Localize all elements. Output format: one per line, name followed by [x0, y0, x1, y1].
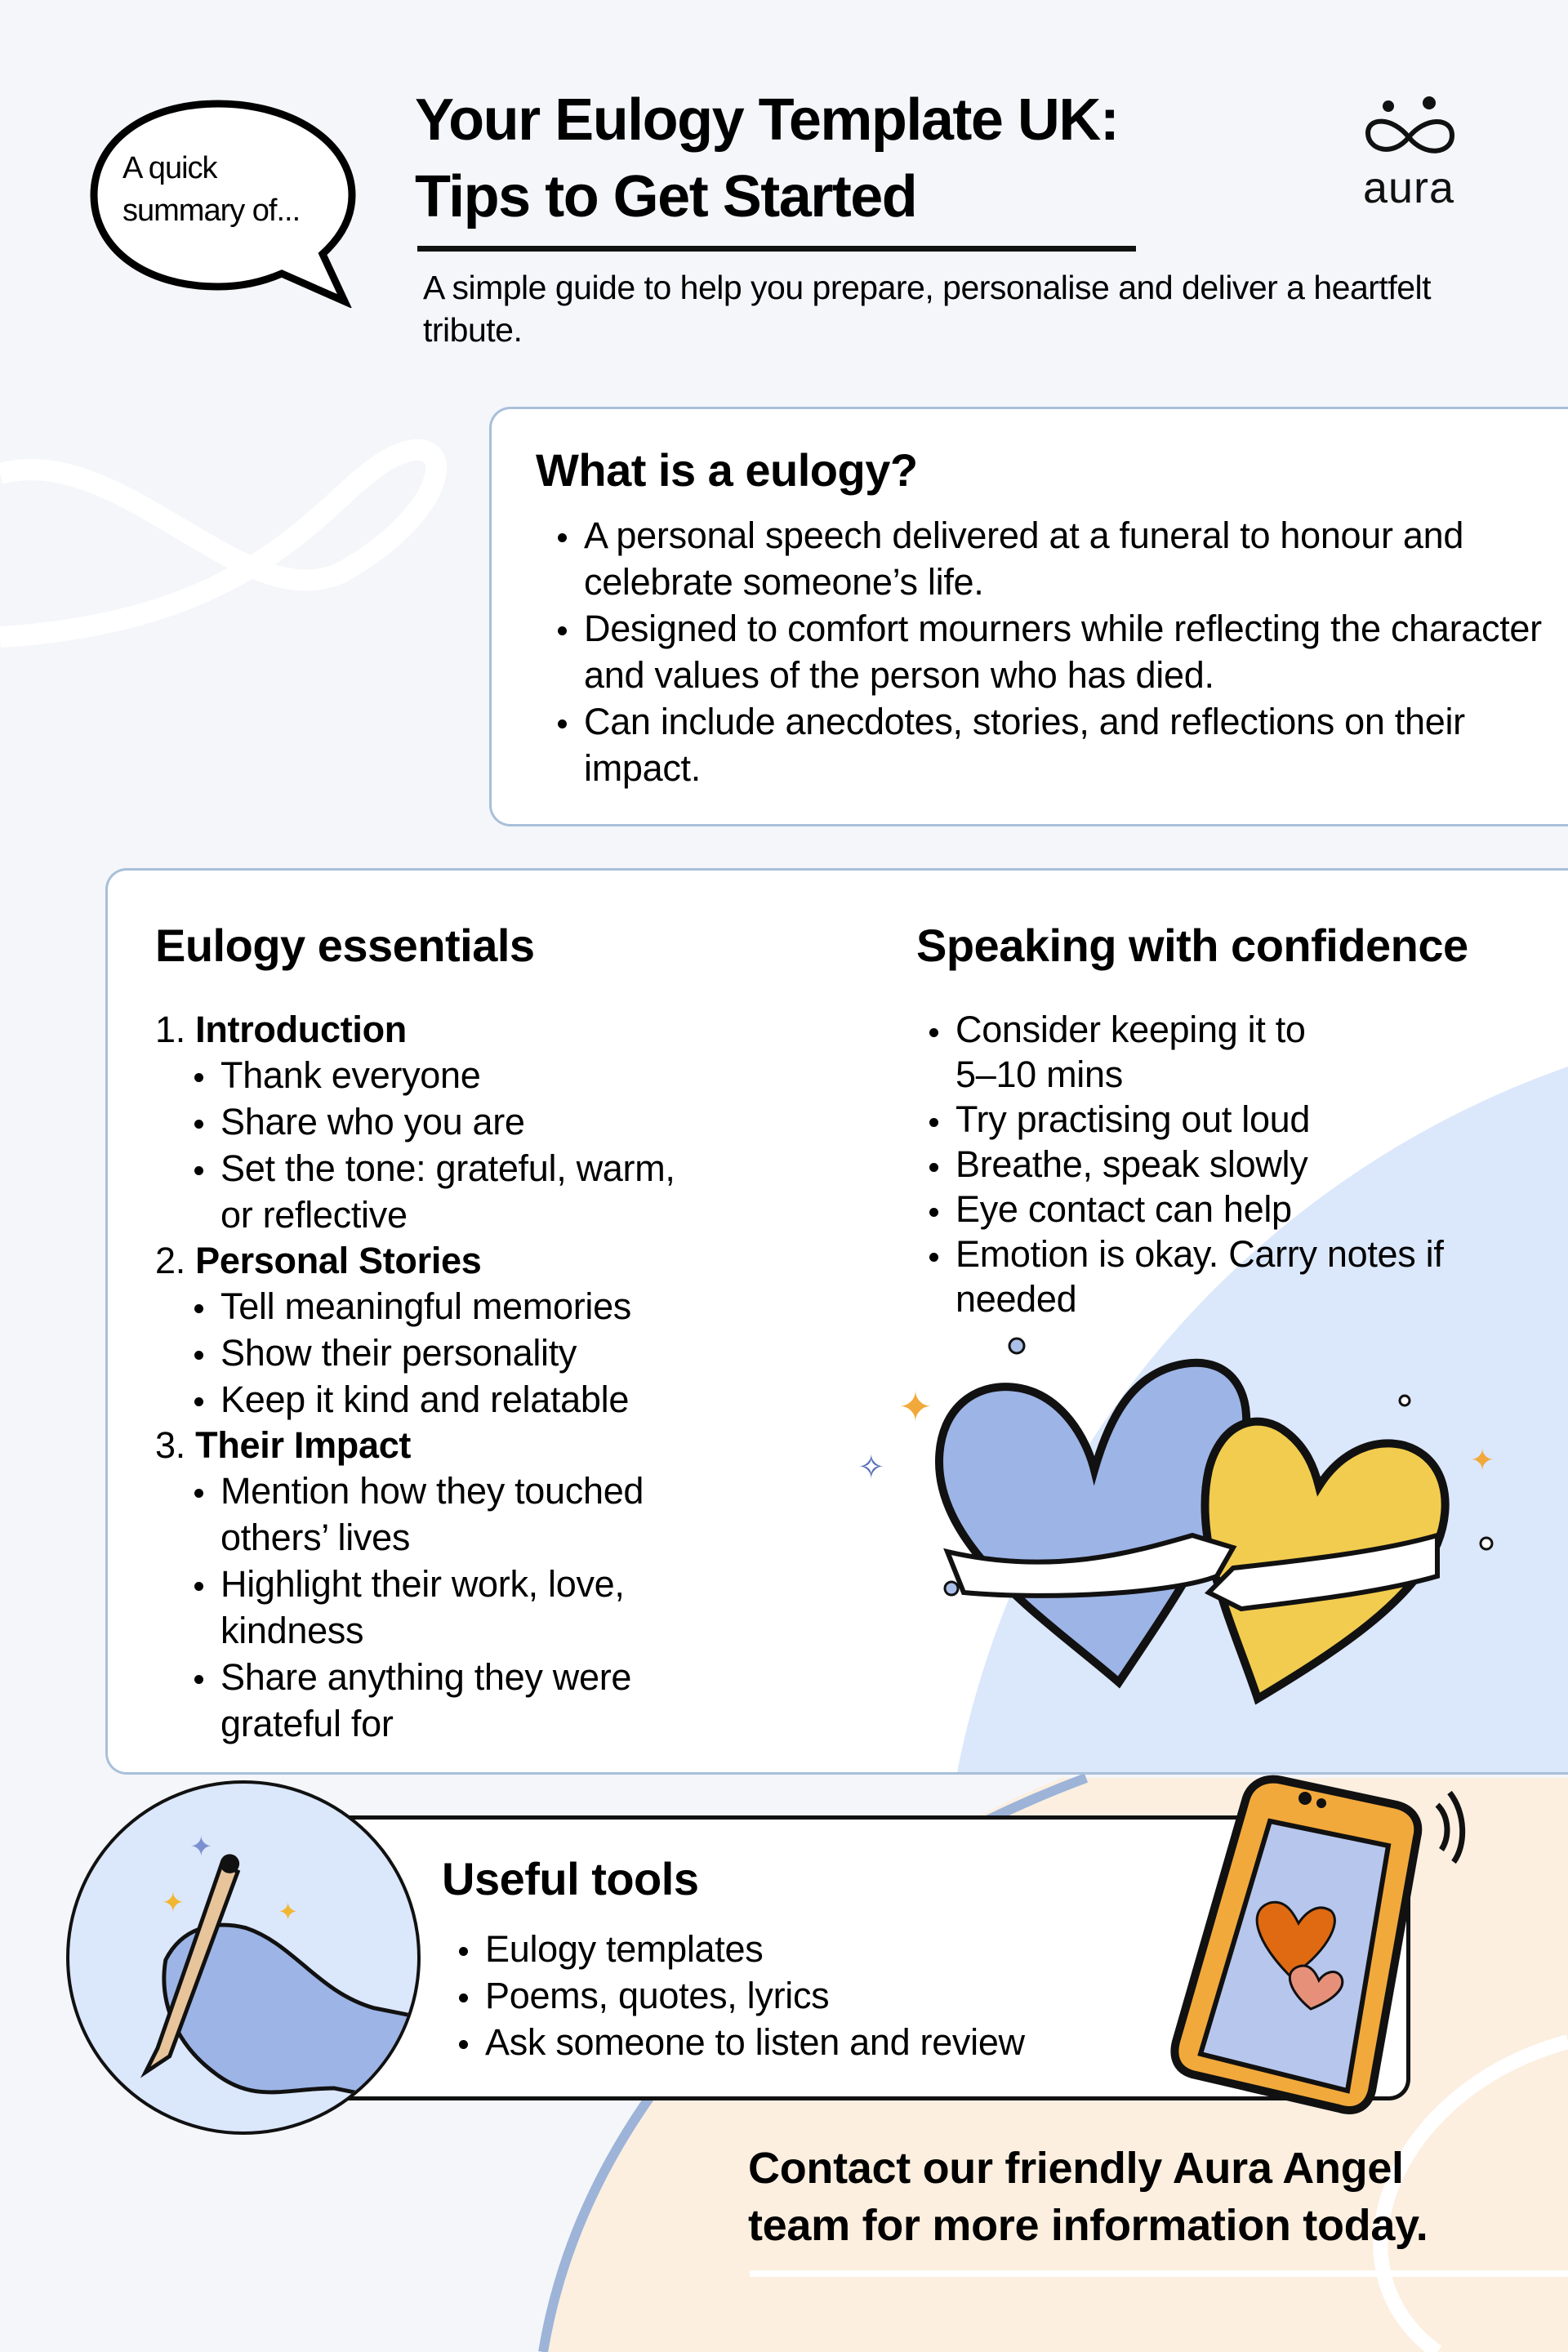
aura-logo[interactable] [1348, 96, 1470, 210]
title-underline [417, 246, 1136, 252]
infinity-swirl-decoration [0, 450, 436, 637]
contact-line: Contact our friendly Aura Angel [748, 2144, 1404, 2193]
list-item: Ask someone to listen and review [454, 2019, 1025, 2065]
bubble-text [122, 147, 300, 232]
svg-text:✦: ✦ [189, 1832, 213, 1863]
list-item: Eye contact can help [924, 1187, 1512, 1232]
logo-wordmark: aura [1362, 163, 1455, 212]
contact-underline [750, 2270, 1568, 2277]
list-item: Breathe, speak slowly [924, 1142, 1512, 1187]
essentials-section [155, 1007, 696, 1238]
essentials-section [155, 1423, 696, 1747]
svg-text:✦: ✦ [161, 1888, 185, 1919]
sparkle-icon: ✦ [898, 1384, 933, 1430]
what-heading: What is a eulogy? [536, 444, 918, 496]
list-item: Highlight their work, love, kindness [189, 1561, 696, 1654]
section-title: Their Impact [195, 1424, 412, 1466]
list-item: Share who you are [189, 1098, 696, 1145]
essentials-heading: Eulogy essentials [155, 920, 535, 971]
pencil-hand-icon [69, 1784, 417, 2132]
essentials-section [155, 1238, 696, 1423]
what-is-eulogy-card [489, 407, 1568, 826]
sparkle-icon: ✦ [1470, 1443, 1495, 1477]
section-number: 2. [155, 1240, 185, 1281]
list-item: Share anything they were grateful for [189, 1654, 696, 1747]
svg-text:✦: ✦ [278, 1898, 298, 1926]
section-number: 3. [155, 1424, 185, 1466]
what-list [553, 512, 1549, 791]
list-item: Set the tone: grateful, warm, or reflective [189, 1145, 696, 1238]
list-item: Tell meaningful memories [189, 1283, 696, 1330]
list-item: Poems, quotes, lyrics [454, 1972, 1025, 2019]
hugging-hearts-illustration [849, 1331, 1527, 1715]
tools-heading: Useful tools [442, 1853, 699, 1904]
section-title: Introduction [195, 1009, 407, 1050]
contact-cta [748, 2140, 1565, 2254]
tools-list [454, 1926, 1025, 2065]
infinity-people-logo-icon [1356, 96, 1462, 162]
sparkle-icon: ✧ [858, 1450, 885, 1486]
subtitle: A simple guide to help you prepare, personalise and deliver a heartfelt tribute. [423, 269, 1432, 349]
confidence-heading: Speaking with confidence [916, 920, 1468, 971]
list-item: Eulogy templates [454, 1926, 1025, 1972]
list-item: Designed to comfort mourners while reflecting the character and values of the person who has died. [553, 605, 1549, 698]
contact-line: team for more information today. [748, 2201, 1428, 2250]
confidence-list [924, 1007, 1512, 1321]
phone-hearts-illustration [1168, 1772, 1494, 2123]
list-item: Consider keeping it to 5–10 mins [924, 1007, 1333, 1097]
section-title: Personal Stories [195, 1240, 482, 1281]
title-line: Your Eulogy Template UK: [415, 87, 1119, 153]
list-item: Can include anecdotes, stories, and reflections on their impact. [553, 698, 1549, 791]
list-item: Emotion is okay. Carry notes if needed [924, 1232, 1463, 1321]
list-item: Keep it kind and relatable [189, 1376, 696, 1423]
list-item: Try practising out loud [924, 1097, 1512, 1142]
bubble-line: summary of... [122, 194, 301, 228]
list-item: Mention how they touched others’ lives [189, 1468, 696, 1561]
bubble-line: A quick [122, 151, 217, 185]
essentials-list [155, 1007, 696, 1747]
writing-hand-illustration [66, 1780, 421, 2135]
title-line: Tips to Get Started [415, 164, 917, 229]
list-item: Thank everyone [189, 1052, 696, 1098]
page-title [415, 82, 1118, 235]
section-number: 1. [155, 1009, 185, 1050]
list-item: A personal speech delivered at a funeral to honour and celebrate someone’s life. [553, 512, 1549, 605]
list-item: Show their personality [189, 1330, 696, 1376]
